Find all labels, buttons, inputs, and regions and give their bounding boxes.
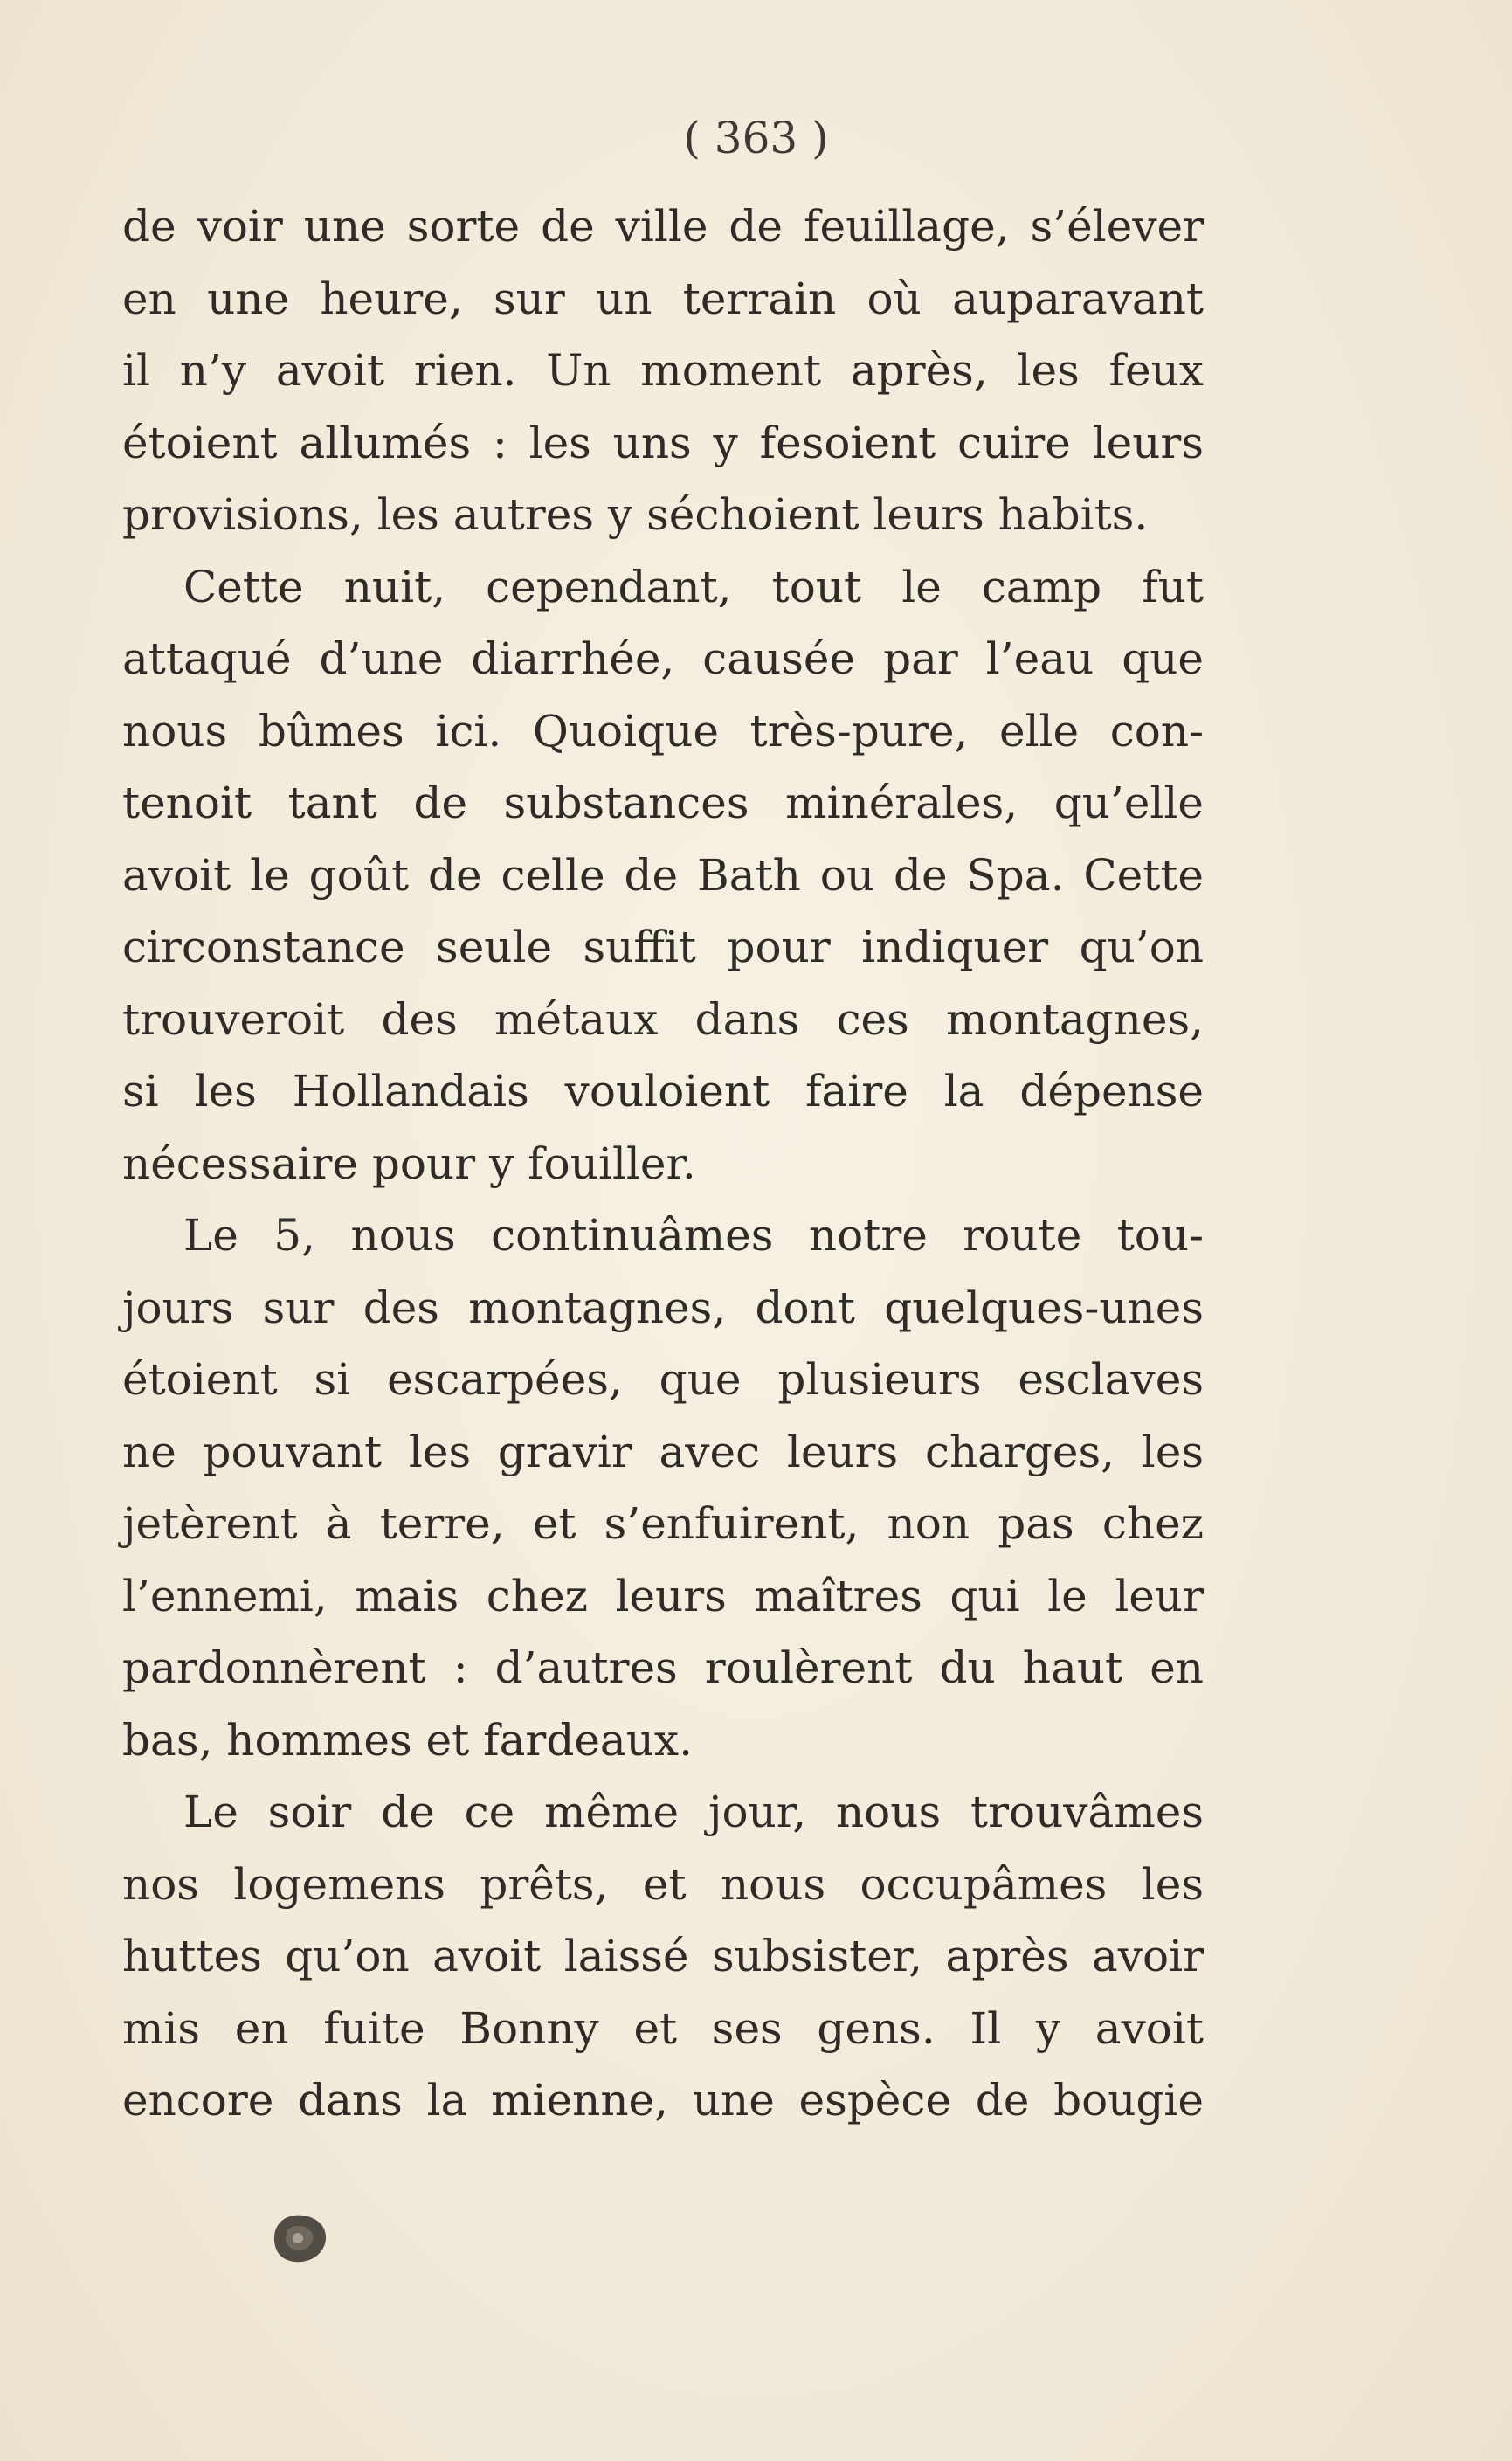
text-line: avoit le goût de celle de Bath ou de Spa. Cette bbox=[122, 849, 1204, 901]
text-line: étoient si escarpées, que plusieurs esclaves bbox=[122, 1354, 1204, 1405]
text-line: trouveroit des métaux dans ces montagnes, bbox=[122, 993, 1204, 1045]
text-line: attaqué d’une diarrhée, causée par l’eau que bbox=[122, 633, 1204, 684]
text-line: en une heure, sur un terrain où auparavant bbox=[122, 273, 1204, 324]
body-text bbox=[122, 190, 1204, 2137]
ink-blot-icon bbox=[266, 2209, 336, 2270]
paragraph-start-line: Le 5, nous continuâmes notre route tou- bbox=[183, 1210, 1204, 1261]
text-line: bas, hommes et fardeaux. bbox=[122, 1714, 694, 1766]
text-line: tenoit tant de substances minérales, qu’elle bbox=[122, 778, 1204, 828]
text-line: circonstance seule suffit pour indiquer qu’on bbox=[122, 922, 1204, 972]
paragraph-start-line: Cette nuit, cependant, tout le camp fut bbox=[183, 561, 1204, 612]
text-line: pardonnèrent : d’autres roulèrent du haut en bbox=[122, 1642, 1204, 1693]
text-line: nous bûmes ici. Quoique très-pure, elle con- bbox=[122, 705, 1204, 757]
text-line: jours sur des montagnes, dont quelques-unes bbox=[122, 1282, 1204, 1333]
text-line: l’ennemi, mais chez leurs maîtres qui le leur bbox=[122, 1570, 1204, 1621]
text-line: mis en fuite Bonny et ses gens. Il y avoit bbox=[122, 2002, 1204, 2054]
text-line: jetèrent à terre, et s’enfuirent, non pas chez bbox=[122, 1498, 1204, 1549]
text-line: nécessaire pour y fouiller. bbox=[122, 1137, 696, 1189]
text-line: provisions, les autres y séchoient leurs habits. bbox=[122, 489, 1149, 540]
text-line: huttes qu’on avoit laissé subsister, après avoir bbox=[122, 1931, 1204, 1981]
text-line: si les Hollandais vouloient faire la dépense bbox=[122, 1066, 1204, 1116]
text-line: encore dans la mienne, une espèce de bougie bbox=[122, 2075, 1204, 2126]
page-number: ( 363 ) bbox=[683, 113, 829, 163]
text-line: de voir une sorte de ville de feuillage, s’élever bbox=[122, 201, 1204, 252]
text-line: nos logemens prêts, et nous occupâmes les bbox=[122, 1858, 1204, 1910]
text-line: il n’y avoit rien. Un moment après, les feux bbox=[122, 345, 1204, 396]
text-line: étoient allumés : les uns y fesoient cuire leurs bbox=[122, 417, 1204, 468]
paragraph-start-line: Le soir de ce même jour, nous trouvâmes bbox=[183, 1787, 1204, 1837]
text-line: ne pouvant les gravir avec leurs charges, les bbox=[122, 1426, 1204, 1477]
